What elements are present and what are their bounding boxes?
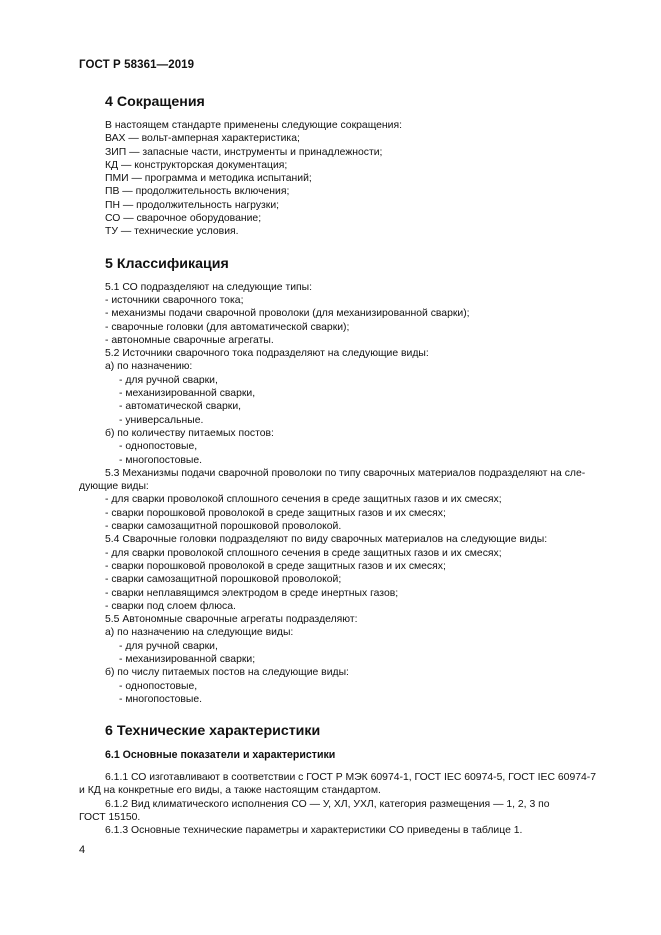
list-item: - сварки под слоем флюса. bbox=[105, 600, 236, 612]
abbreviation-item: ЗИП — запасные части, инструменты и принадлежности; bbox=[105, 146, 383, 158]
list-item: - для сварки проволокой сплошного сечения в среде защитных газов и их смесях; bbox=[105, 494, 502, 506]
list-item: - сварочные головки (для автоматической сварки); bbox=[105, 321, 350, 333]
clause-5-5: 5.5 Автономные сварочные агрегаты подразделяют: bbox=[105, 614, 358, 626]
clause-5-2-a: а) по назначению: bbox=[105, 361, 193, 373]
section-6-title: 6 Технические характеристики bbox=[105, 723, 321, 740]
subsection-6-1-title: 6.1 Основные показатели и характеристики bbox=[105, 749, 336, 762]
list-item: - механизированной сварки; bbox=[119, 653, 256, 665]
abbreviation-list bbox=[105, 132, 617, 238]
list-item: - для ручной сварки, bbox=[119, 374, 218, 386]
list-item: - многопостовые. bbox=[119, 693, 203, 705]
clause-5-4: 5.4 Сварочные головки подразделяют по виду сварочных материалов на следующие виды: bbox=[105, 534, 548, 546]
list-item: - источники сварочного тока; bbox=[105, 294, 244, 306]
clause-5-2: 5.2 Источники сварочного тока подразделяют на следующие виды: bbox=[105, 348, 429, 360]
list-item: - однопостовые, bbox=[119, 441, 198, 453]
list-item: - сварки порошковой проволокой в среде защитных газов и их смесях; bbox=[105, 560, 446, 572]
list-item: - для сварки проволокой сплошного сечения в среде защитных газов и их смесях; bbox=[105, 547, 502, 559]
abbreviation-item: КД — конструкторская документация; bbox=[105, 159, 288, 171]
clause-6-1-1-line2: и КД на конкретные его виды, а также настоящим стандартом. bbox=[79, 785, 381, 797]
abbreviation-item: СО — сварочное оборудование; bbox=[105, 213, 262, 225]
list-item: - автономные сварочные агрегаты. bbox=[105, 334, 274, 346]
standard-header: ГОСТ Р 58361—2019 bbox=[79, 59, 195, 71]
list-item: - механизмы подачи сварочной проволоки (для механизированной сварки); bbox=[105, 308, 470, 320]
abbreviation-item: ПН — продолжительность нагрузки; bbox=[105, 199, 280, 211]
list-item: - сварки неплавящимся электродом в среде инертных газов; bbox=[105, 587, 399, 599]
clause-6-1-1-line1: 6.1.1 СО изготавливают в соответствии с ГОСТ Р МЭК 60974-1, ГОСТ IEC 60974-5, ГОСТ IEC 60974-7 bbox=[105, 772, 597, 784]
list-item: - сварки порошковой проволокой в среде защитных газов и их смесях; bbox=[105, 507, 446, 519]
clause-5-5-a: а) по назначению на следующие виды: bbox=[105, 627, 294, 639]
page-content bbox=[79, 94, 617, 838]
list-item: - сварки самозащитной порошковой проволокой; bbox=[105, 574, 342, 586]
abbreviation-item: ПМИ — программа и методика испытаний; bbox=[105, 173, 312, 185]
abbreviation-item: ТУ — технические условия. bbox=[105, 226, 239, 238]
list-item: - однопостовые, bbox=[119, 680, 198, 692]
abbreviation-item: ПВ — продолжительность включения; bbox=[105, 186, 290, 198]
clause-5-3-line2: дующие виды: bbox=[79, 481, 149, 493]
clause-5-2-b: б) по количеству питаемых постов: bbox=[105, 427, 274, 439]
clause-6-1-2-line2: ГОСТ 15150. bbox=[79, 812, 141, 824]
section-4-intro: В настоящем стандарте применены следующие сокращения: bbox=[105, 120, 402, 131]
list-item: - автоматической сварки, bbox=[119, 401, 242, 413]
clause-6-1-2-line1: 6.1.2 Вид климатического исполнения СО — У, ХЛ, УХЛ, категория размещения — 1, 2, 3 по bbox=[105, 798, 550, 810]
section-5-title: 5 Классификация bbox=[105, 255, 229, 272]
clause-5-3-line1: 5.3 Механизмы подачи сварочной проволоки по типу сварочных материалов подразделяют на сле- bbox=[105, 467, 586, 479]
list-item: - для ручной сварки, bbox=[119, 640, 218, 652]
list-item: - универсальные. bbox=[119, 414, 204, 426]
list-item: - механизированной сварки, bbox=[119, 388, 256, 400]
clause-5-5-b: б) по числу питаемых постов на следующие виды: bbox=[105, 667, 349, 679]
section-4-title: 4 Сокращения bbox=[105, 94, 205, 110]
abbreviation-item: ВАХ — вольт-амперная характеристика; bbox=[105, 133, 300, 145]
clause-5-1: 5.1 СО подразделяют на следующие типы: bbox=[105, 281, 313, 293]
page-number: 4 bbox=[79, 844, 86, 856]
list-item: - многопостовые. bbox=[119, 454, 203, 466]
list-item: - сварки самозащитной порошковой проволокой. bbox=[105, 521, 342, 533]
clause-6-1-3: 6.1.3 Основные технические параметры и характеристики СО приведены в таблице 1. bbox=[105, 825, 523, 837]
